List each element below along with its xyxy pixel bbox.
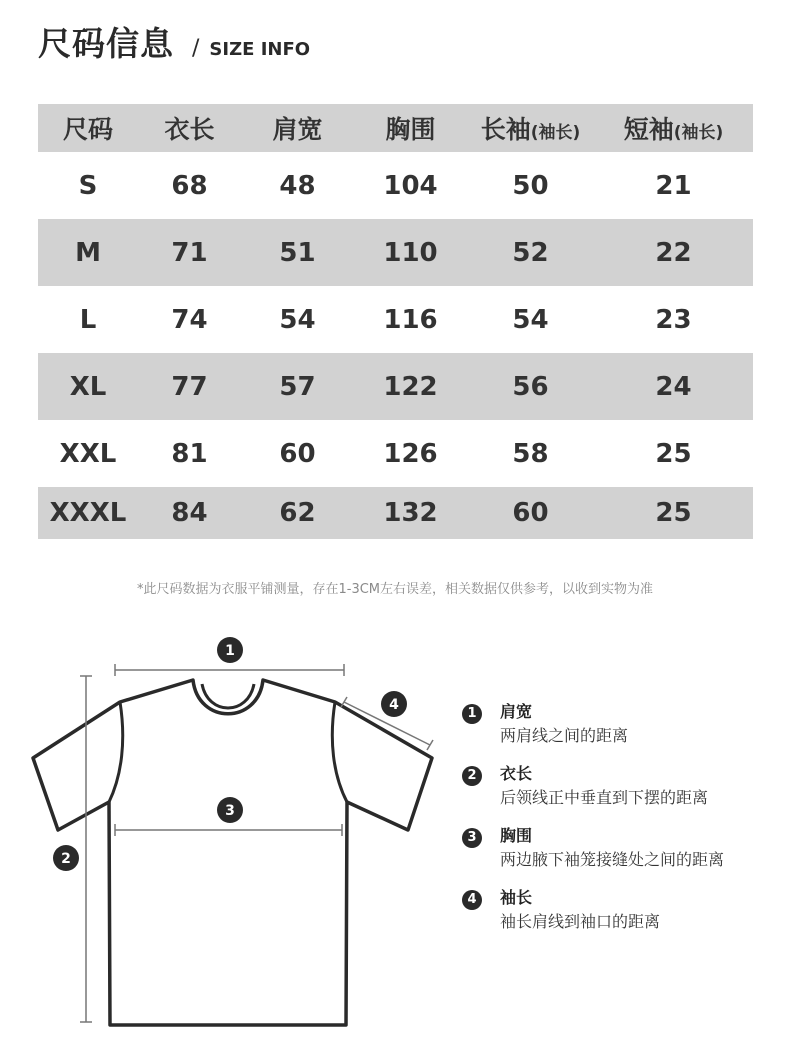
table-cell: 60 [467, 487, 594, 539]
table-cell: 51 [241, 219, 354, 286]
size-table [38, 104, 753, 539]
legend-item [462, 824, 782, 872]
column-header: 衣长 [138, 104, 241, 152]
table-cell: 84 [138, 487, 241, 539]
table-cell: 116 [383, 304, 438, 335]
table-cell: M [38, 219, 138, 286]
table-cell: 54 [512, 304, 549, 335]
table-row [38, 286, 753, 353]
legend-description: 两边腋下袖笼接缝处之间的距离 [500, 850, 725, 869]
marker-1 [217, 637, 243, 663]
table-header-row [38, 104, 753, 152]
table-cell: 77 [138, 353, 241, 420]
marker-2 [53, 845, 79, 871]
column-header: 胸围 [354, 104, 467, 152]
page-title [38, 18, 310, 65]
title-chinese: 尺码信息 [38, 24, 174, 63]
title-separator: / [192, 36, 200, 61]
table-row [38, 353, 753, 420]
measurement-note: *此尺码数据为衣服平铺测量，存在1-3CM左右误差，相关数据仅供参考，以收到实物为准 [136, 582, 654, 597]
legend-item [462, 762, 782, 810]
column-header: 肩宽 [241, 104, 354, 152]
table-cell: 57 [241, 353, 354, 420]
legend-marker: 1 [462, 704, 482, 724]
measurement-legend [462, 700, 782, 948]
svg-text:3: 3 [225, 803, 235, 819]
table-cell: 21 [655, 170, 692, 201]
table-cell: 54 [279, 304, 316, 335]
table-cell: 110 [354, 219, 467, 286]
legend-title: 胸围 [500, 826, 533, 845]
table-cell: L [79, 304, 97, 335]
svg-text:2: 2 [61, 851, 71, 867]
legend-description: 后领线正中垂直到下摆的距离 [500, 788, 709, 807]
table-cell: 24 [594, 353, 753, 420]
table-cell: 60 [279, 438, 316, 469]
table-cell: 22 [594, 219, 753, 286]
table-row [38, 420, 753, 487]
column-header: 长袖(袖长) [467, 104, 594, 152]
table-row [38, 487, 753, 539]
table-cell: 132 [354, 487, 467, 539]
marker-4 [381, 691, 407, 717]
legend-marker: 3 [462, 828, 482, 848]
table-cell: 122 [354, 353, 467, 420]
legend-item [462, 700, 782, 748]
column-header: 尺码 [38, 104, 138, 152]
legend-marker: 4 [462, 890, 482, 910]
table-cell: 25 [594, 487, 753, 539]
table-row [38, 219, 753, 286]
table-cell: 62 [241, 487, 354, 539]
table-cell: 52 [467, 219, 594, 286]
tshirt-outline [33, 680, 432, 1025]
table-cell: 104 [383, 170, 438, 201]
table-cell: 25 [655, 438, 692, 469]
table-cell: S [78, 170, 98, 201]
table-cell: 126 [383, 438, 438, 469]
tshirt-diagram [20, 630, 450, 1040]
svg-text:1: 1 [225, 643, 235, 659]
table-row [38, 152, 753, 219]
table-cell: 23 [655, 304, 692, 335]
table-cell: XL [38, 353, 138, 420]
collar-line [202, 684, 254, 708]
table-cell: XXL [59, 438, 117, 469]
marker-3 [217, 797, 243, 823]
legend-marker: 2 [462, 766, 482, 786]
legend-description: 两肩线之间的距离 [500, 726, 629, 745]
table-cell: 56 [467, 353, 594, 420]
legend-title: 肩宽 [500, 702, 533, 721]
table-cell: 68 [171, 170, 208, 201]
legend-title: 衣长 [500, 764, 533, 783]
legend-item [462, 886, 782, 934]
table-cell: XXXL [38, 487, 138, 539]
table-cell: 50 [512, 170, 549, 201]
table-cell: 81 [171, 438, 208, 469]
legend-description: 袖长肩线到袖口的距离 [500, 912, 661, 931]
title-english: SIZE INFO [209, 39, 311, 60]
column-header: 短袖(袖长) [594, 104, 753, 152]
table-cell: 48 [279, 170, 316, 201]
svg-text:4: 4 [389, 697, 399, 713]
table-cell: 71 [138, 219, 241, 286]
table-cell: 58 [512, 438, 549, 469]
table-cell: 74 [171, 304, 208, 335]
legend-title: 袖长 [500, 888, 533, 907]
